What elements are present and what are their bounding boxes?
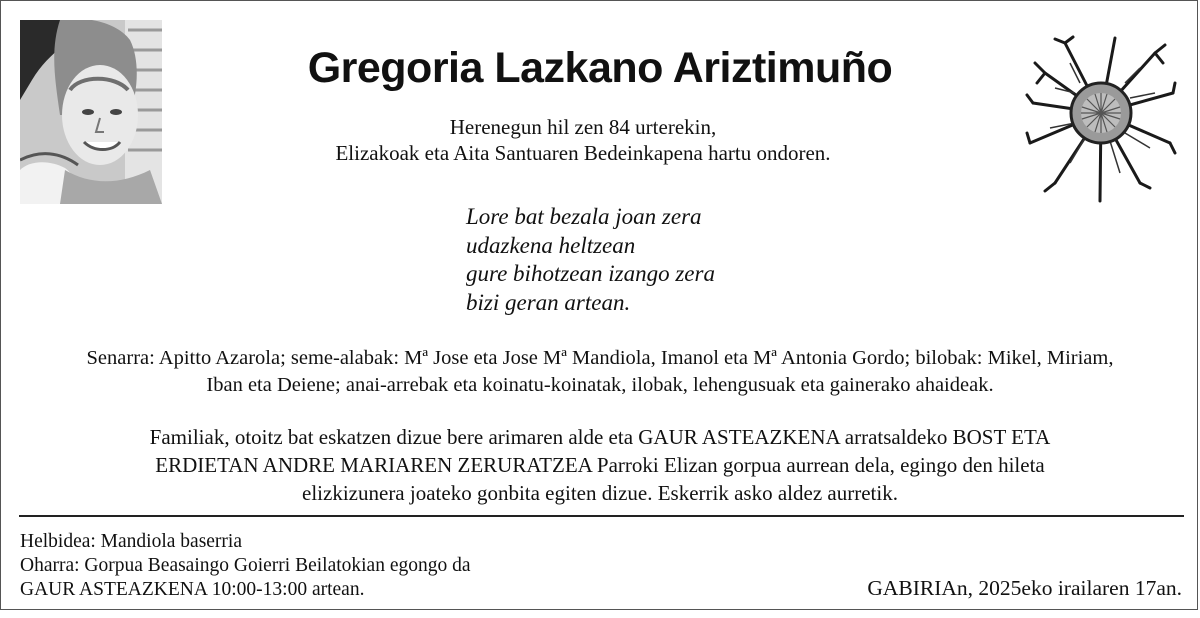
poem bbox=[466, 203, 715, 317]
footer-info bbox=[20, 530, 471, 602]
family-list bbox=[0, 345, 1200, 399]
poem-line: bizi geran artean. bbox=[466, 289, 631, 315]
invitation-line: elizkizunera joateko gonbita egiten dizue. Eskerrik asko aldez aurretik. bbox=[302, 481, 898, 505]
invitation-line: Familiak, otoitz bat eskatzen dizue bere arimaren alde eta GAUR ASTEAZKENA arratsaldeko BOST ETA bbox=[149, 425, 1051, 449]
family-line: Iban eta Deiene; anai-arrebak eta koinatu-koinatak, ilobak, lehengusuak eta gainerako ahaideak. bbox=[206, 374, 994, 396]
note-line: Oharra: Gorpua Beasaingo Goierri Beilatokian egongo da bbox=[20, 555, 471, 576]
note-time-line: GAUR ASTEAZKENA 10:00-13:00 artean. bbox=[20, 579, 365, 600]
funeral-invitation bbox=[0, 423, 1200, 507]
address-line: Helbidea: Mandiola baserria bbox=[20, 531, 242, 552]
death-info-line: Herenegun hil zen 84 urterekin, bbox=[449, 115, 717, 139]
poem-line: udazkena heltzean bbox=[466, 232, 636, 258]
deceased-name: Gregoria Lazkano Ariztimuño bbox=[307, 44, 893, 92]
place-date: GABIRIAn, 2025eko irailaren 17an. bbox=[867, 576, 1182, 600]
divider bbox=[19, 515, 1184, 517]
poem-line: gure bihotzean izango zera bbox=[466, 261, 715, 286]
invitation-line: ERDIETAN ANDRE MARIAREN ZERURATZEA Parroki Elizan gorpua aurrean dela, egingo den hileta bbox=[155, 453, 1045, 477]
poem-line: Lore bat bezala joan zera bbox=[466, 204, 702, 229]
sacraments-line: Elizakoak eta Aita Santuaren Bedeinkapena hartu ondoren. bbox=[335, 141, 831, 165]
family-line: Senarra: Apitto Azarola; seme-alabak: Mª Jose eta Jose Mª Mandiola, Imanol eta Mª Antonia Gordo; bilobak: Mikel, Miriam, bbox=[86, 347, 1114, 369]
